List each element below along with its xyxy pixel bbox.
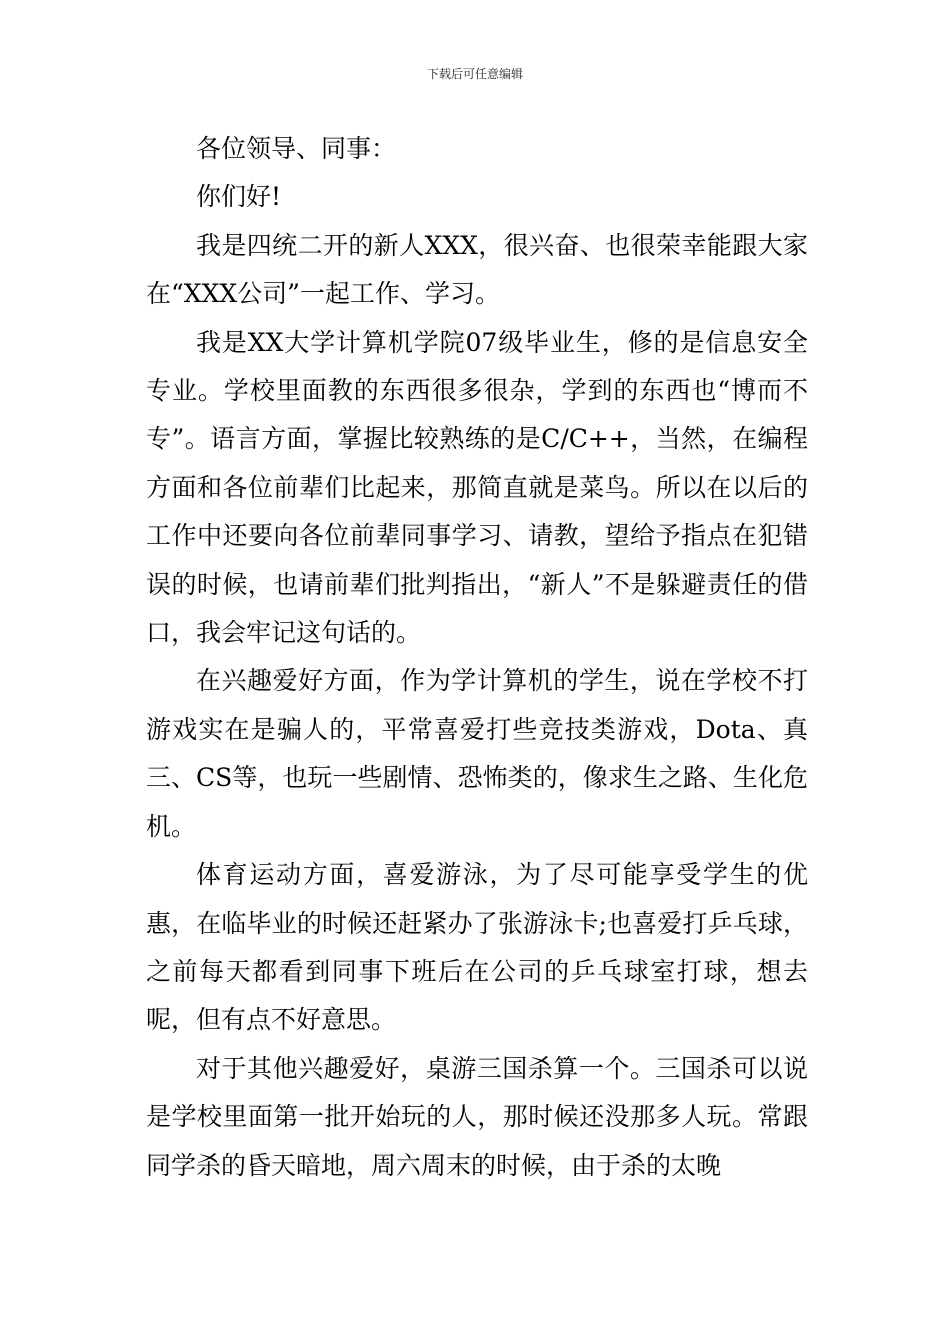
header-note: 下载后可任意编辑 [426,67,523,81]
paragraph-salutation: 各位领导、同事： [196,134,397,163]
paragraph-board-games: 对于其他兴趣爱好，桌游三国杀算一个。三国杀可以说是学校里面第一批开始玩的人，那时候还没那多人玩。常跟同学杀的昏天暗地，周六周末的时候，由于杀的太晚 [146,1053,808,1180]
paragraph-education: 我是XX大学计算机学院07级毕业生，修的是信息安全专业。学校里面教的东西很多很杂，学到的东西也“博而不专”。语言方面，掌握比较熟练的是C/C++，当然，在编程方面和各位前辈们比起来，那简直就是菜鸟。所以在以后的工作中还要向各位前辈同事学习、请教，望给予指点在犯错误的时候，也请前辈们批判指出，“新人”不是躲避责任的借口，我会牢记这句话的。 [146,327,808,648]
page-header [0,66,950,82]
paragraph-hobbies-games: 在兴趣爱好方面，作为学计算机的学生，说在学校不打游戏实在是骗人的，平常喜爱打些竞技类游戏，Dota、真三、CS等，也玩一些剧情、恐怖类的，像求生之路、生化危机。 [146,666,808,841]
paragraph-introduction: 我是四统二开的新人XXX，很兴奋、也很荣幸能跟大家在“XXX公司”一起工作、学习。 [146,230,808,309]
paragraph-greeting: 你们好! [196,182,282,212]
document-body [146,125,808,1190]
paragraph-sports: 体育运动方面，喜爱游泳，为了尽可能享受学生的优惠，在临毕业的时候还赶紧办了张游泳卡;也喜爱打乒乓球，之前每天都看到同事下班后在公司的乒乓球室打球，想去呢，但有点不好意思。 [146,860,808,1035]
